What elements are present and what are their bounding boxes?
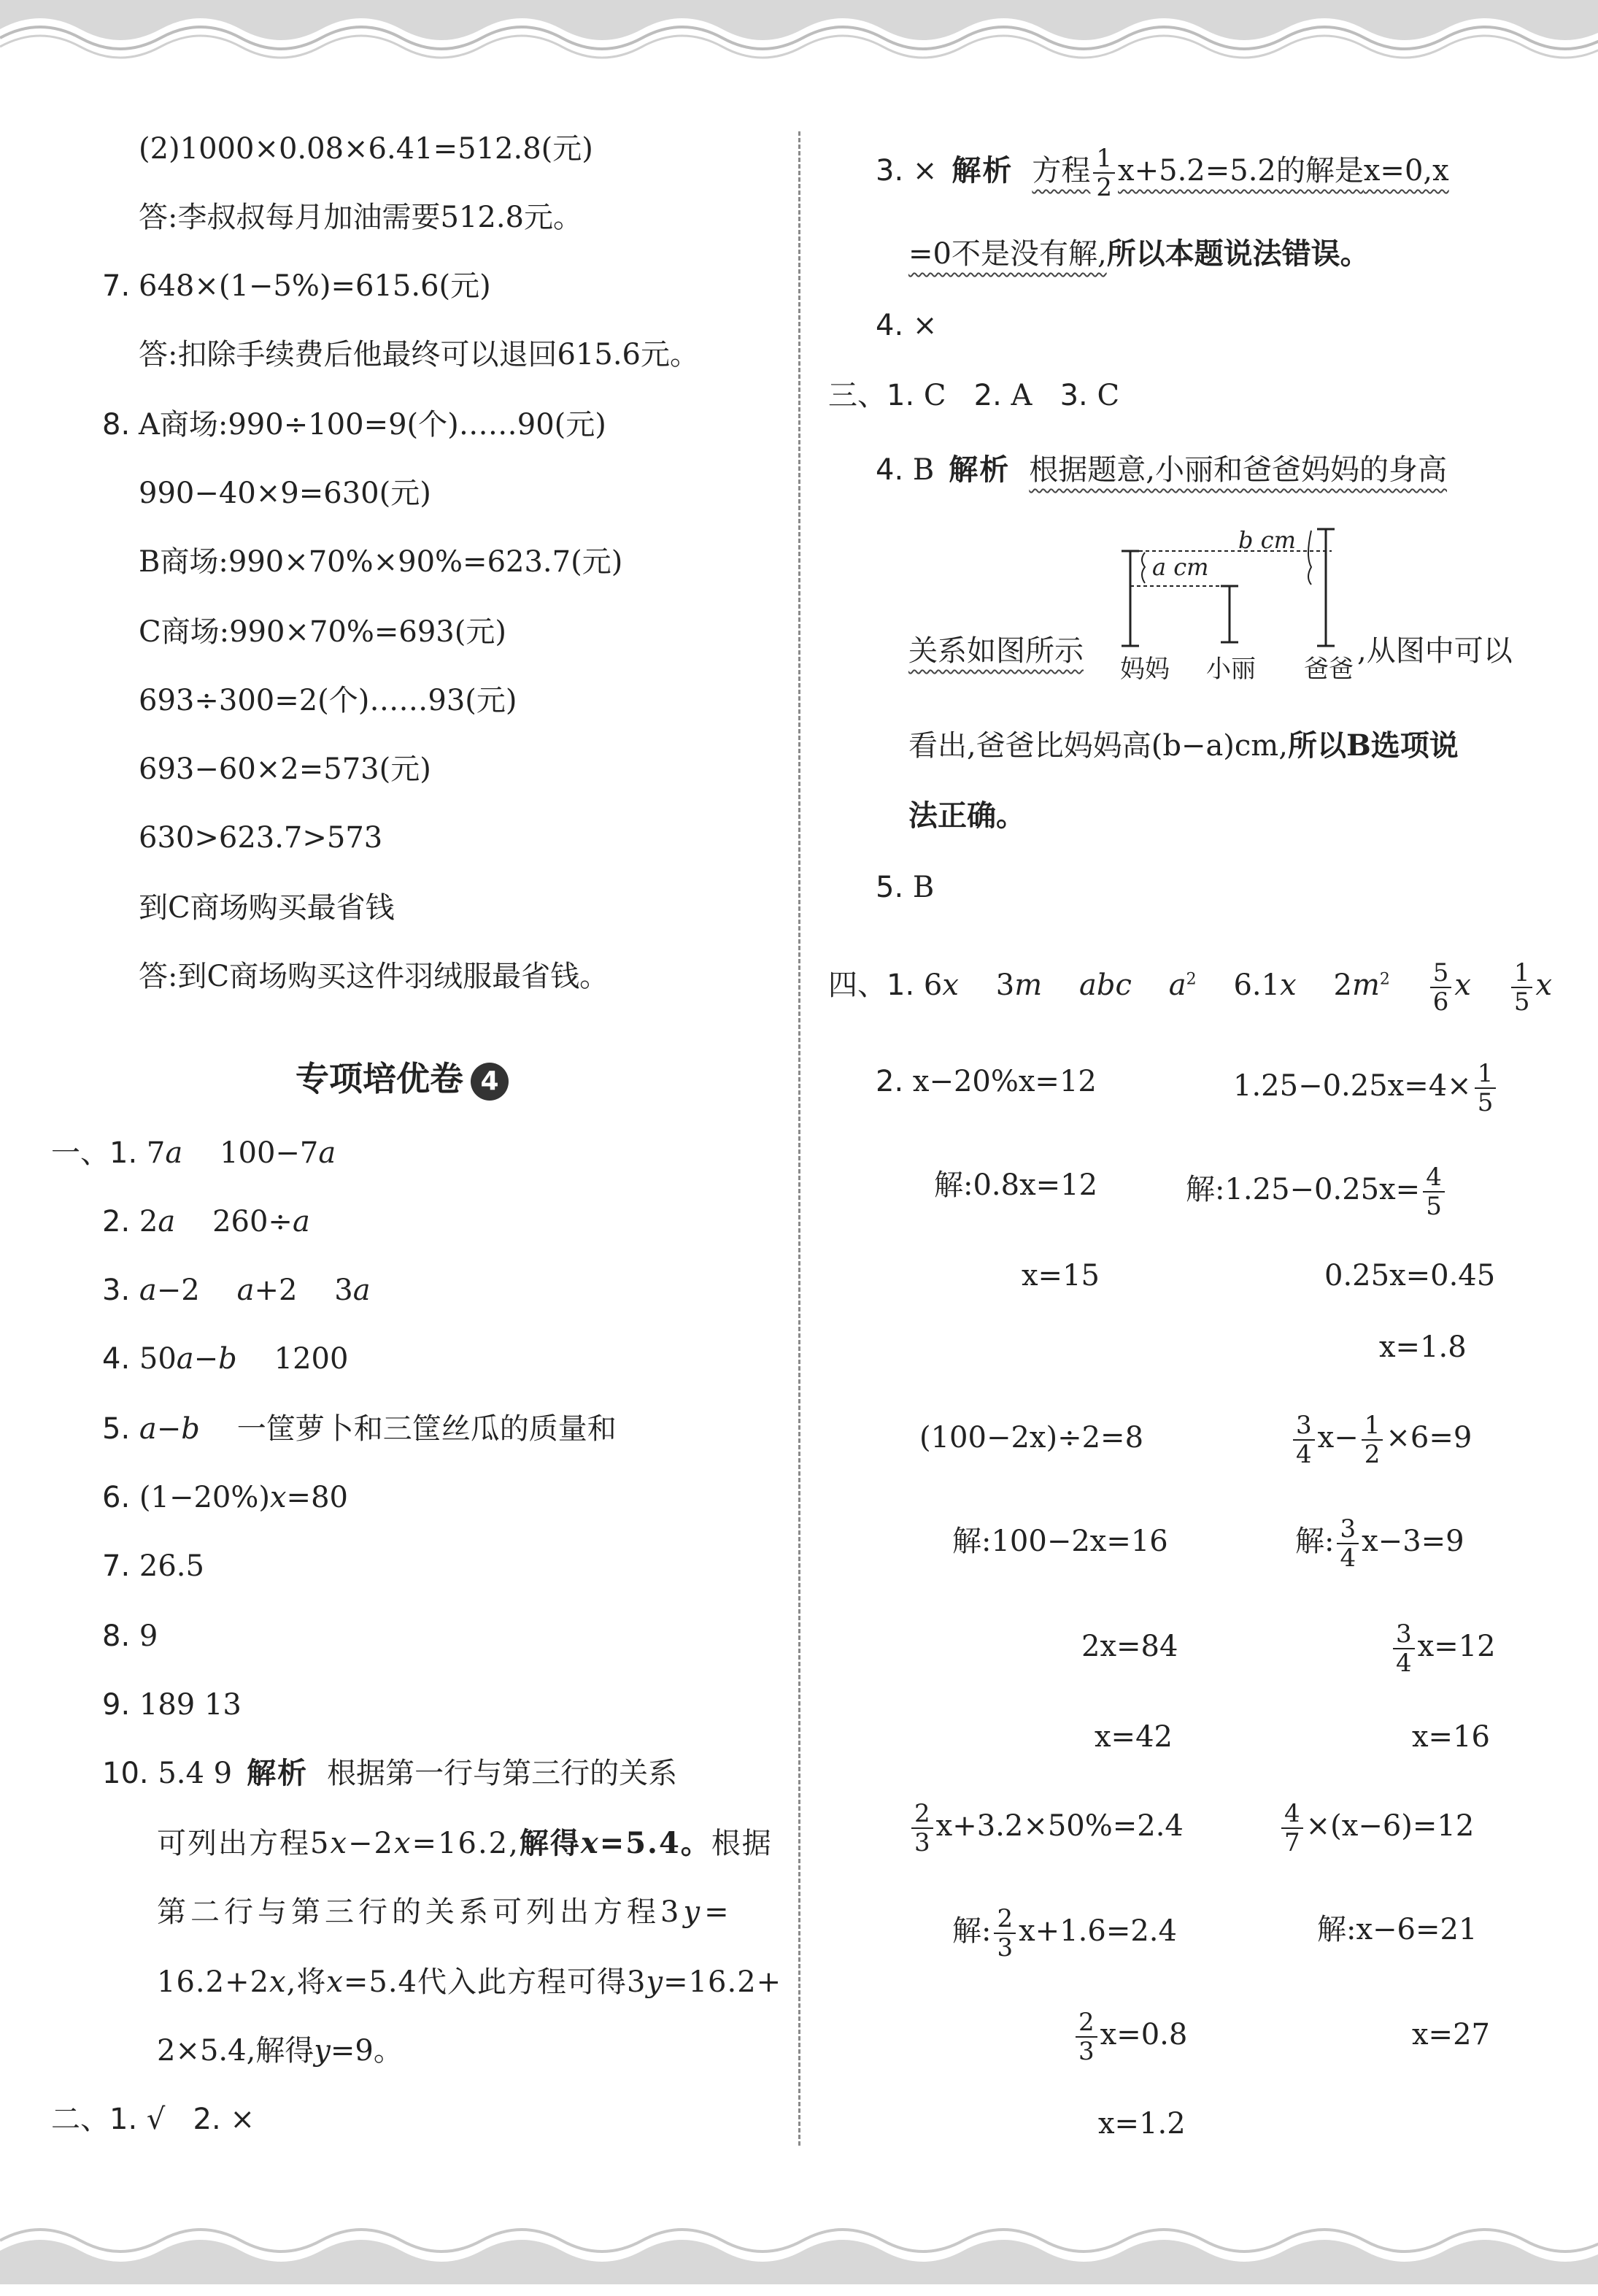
q8-line-b: 990−40×9=630(元) [139, 477, 431, 510]
q3-4-analysis-line-3: 看出,爸爸比妈妈高(b−a)cm,所以B选项说 [908, 728, 1459, 763]
part-four-label: 四、 [828, 968, 887, 1002]
part-one-q5: 5. a−b 一筐萝卜和三筐丝瓜的质量和 [102, 1412, 617, 1446]
eq-4-step-1: 解: $\frac{3}{4}$ x−3=9 [1295, 1514, 1464, 1573]
part-two: 二、1. √ 2. × [51, 2103, 255, 2136]
answer-q6: 答:李叔叔每月加油需要512.8元。 [139, 201, 582, 234]
q7-equation: 648×(1−5%)=615.6(元) [139, 269, 491, 303]
fig-label-dad: 爸爸 [1304, 655, 1354, 684]
bottom-wave-border [0, 2219, 1598, 2284]
eq-2: 1.25−0.25x=4× $\frac{1}{5}$ [1233, 1060, 1499, 1117]
eq-5: $\frac{2}{3}$ x+3.2×50%=2.4 [908, 1800, 1184, 1857]
eq-3-step-2: 2x=84 [1081, 1630, 1178, 1663]
q3-4-analysis-line-4: 法正确。 [908, 798, 1025, 833]
eq-5-step-2: $\frac{2}{3}$ x=0.8 [1073, 2008, 1187, 2065]
section-title-text: 专项培优卷 [296, 1059, 463, 1098]
q8-line-g: 630>623.7>573 [139, 821, 383, 855]
part-three-q4: 4. B 解析 根据题意,小丽和爸爸妈妈的身高 [876, 453, 1448, 487]
part-one-q1: 一、1. 7a 100−7a [51, 1136, 336, 1170]
part-one-q8: 8. 9 [102, 1619, 158, 1653]
eq-4-step-3: x=16 [1412, 1720, 1490, 1754]
analysis-label: 解析 [247, 1757, 309, 1790]
eq-2-step-1: 解:1.25−0.25x= $\frac{4}{5}$ [1186, 1163, 1448, 1220]
q10-analysis-line-4: 16.2+2x,将x=5.4代入此方程可得3y=16.2+ [157, 1965, 782, 1999]
part-one-q9: 9. 189 13 [102, 1688, 242, 1722]
eq-3-step-1: 解:100−2x=16 [952, 1525, 1168, 1558]
eq-2-step-3: x=1.8 [1379, 1330, 1467, 1364]
part-three-label: 三、 [828, 379, 887, 412]
fig-label-xiaoli: 小丽 [1206, 655, 1256, 684]
eq-6: $\frac{4}{7}$ ×(x−6)=12 [1278, 1800, 1474, 1857]
height-diagram [1120, 522, 1372, 693]
right-q4: 4. × [876, 309, 938, 342]
right-q3: 3. × 解析 方程 $\frac{1}{2}$ x+5.2=5.2的解是x=0,x [876, 144, 1449, 202]
part-four-q1: 四、1. 6x 3m abc $a^2$ 6.1x $2m^2$ $\frac{5}{6}$ x $\frac{1}{5}$ x [828, 958, 1553, 1017]
line-q6-2: (2)1000×0.08×6.41=512.8(元) [139, 132, 593, 166]
column-divider [798, 131, 800, 2146]
q10-analysis-line-5: 2×5.4,解得y=9。 [157, 2034, 403, 2068]
top-wave-border [0, 0, 1598, 66]
q10-analysis-line-3: 第二行与第三行的关系可列出方程3y= [157, 1895, 733, 1929]
eq-1-step-1: 解:0.8x=12 [934, 1168, 1098, 1202]
q3-analysis-line-1: 方程 $\frac{1}{2}$ x+5.2=5.2的解是x=0,x [1032, 144, 1449, 202]
eq-1: 2. x−20%x=12 [876, 1065, 1097, 1098]
part-one-q3: 3. a−2 a+2 3a [102, 1274, 371, 1307]
eq-6-step-1: 解:x−6=21 [1317, 1913, 1478, 1946]
q3-4-analysis-line-2b: ,从图中可以 [1357, 634, 1513, 668]
part-one-q6: 6. (1−20%)x=80 [102, 1481, 348, 1514]
part-one-q2: 2. 2a 260÷a [102, 1205, 310, 1238]
section-title [296, 1060, 509, 1101]
answer-q8: 答:到C商场购买这件羽绒服最省钱。 [139, 960, 609, 993]
q8-number: 8. [102, 408, 131, 442]
eq-2-step-2: 0.25x=0.45 [1324, 1259, 1496, 1293]
part-one-label: 一、 [51, 1136, 109, 1170]
eq-3: (100−2x)÷2=8 [919, 1421, 1144, 1455]
section-number-badge: 4 [471, 1063, 509, 1101]
fig-label-mom: 妈妈 [1120, 655, 1170, 684]
fig-label-a: a cm [1152, 553, 1209, 581]
fig-label-b: b cm [1238, 526, 1296, 554]
q8-line-a: A商场:990÷100=9(个)……90(元) [139, 408, 606, 442]
part-one-q7: 7. 26.5 [102, 1549, 204, 1583]
q7-number: 7. [102, 269, 131, 303]
eq-5-step-3: x=1.2 [1098, 2107, 1186, 2141]
part-one-q10: 10. 5.4 9 解析 根据第一行与第三行的关系 [102, 1757, 678, 1790]
eq-1-step-2: x=15 [1022, 1259, 1100, 1293]
eq-4-step-2: $\frac{3}{4}$ x=12 [1390, 1620, 1496, 1677]
q8-line-e: 693÷300=2(个)……93(元) [139, 684, 517, 717]
answer-q7: 答:扣除手续费后他最终可以退回615.6元。 [139, 338, 699, 371]
q3-4-analysis-line-2: 关系如图所示 [908, 634, 1084, 668]
q10-analysis-line-2: 可列出方程5x−2x=16.2,解得x=5.4。根据 [157, 1826, 773, 1860]
q8-line-f: 693−60×2=573(元) [139, 752, 431, 786]
eq-5-step-1: 解: $\frac{2}{3}$ x+1.6=2.4 [952, 1904, 1177, 1962]
eq-4: $\frac{3}{4}$ x− $\frac{1}{2}$ ×6=9 [1290, 1411, 1472, 1468]
part-one-q4: 4. 50a−b 1200 [102, 1342, 349, 1376]
q8-line-h: 到C商场购买最省钱 [139, 891, 395, 925]
q3-analysis-line-2: =0不是没有解,所以本题说法错误。 [908, 236, 1370, 271]
q8-line-c: B商场:990×70%×90%=623.7(元) [139, 545, 623, 579]
part-three-q5: 5. B [876, 871, 935, 904]
part-three-row1: 三、1. C 2. A 3. C [828, 379, 1120, 412]
q8-line-d: C商场:990×70%=693(元) [139, 615, 506, 649]
part-two-label: 二、 [51, 2103, 109, 2136]
eq-6-step-2: x=27 [1412, 2018, 1490, 2052]
eq-3-step-3: x=42 [1095, 1720, 1173, 1754]
